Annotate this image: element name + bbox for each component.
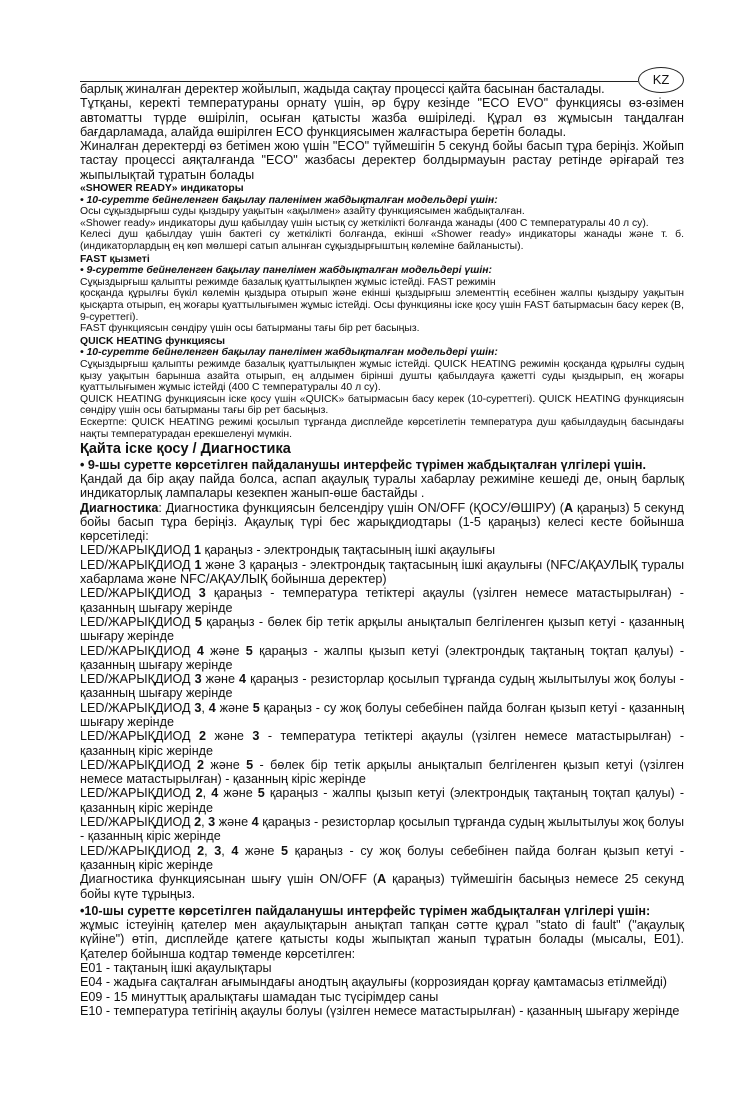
- error-code-item: E09 - 15 минуттық аралықтағы шамадан тыс түсірімдер саны: [80, 989, 439, 1004]
- shower-ready-heading: «SHOWER READY» индикаторы: [80, 183, 244, 195]
- led-code-item: [80, 586, 684, 615]
- led-separator: ,: [204, 843, 215, 858]
- error-code-item: E04 - жадыға сақталған ағымындағы анодтың ақаулығы (коррозиядан қорғау қамтамасыз етілмейді): [80, 975, 667, 990]
- button-ref: A: [377, 872, 387, 887]
- language-badge: KZ: [638, 67, 684, 93]
- led-number: 2: [196, 757, 204, 772]
- led-and: және: [223, 786, 253, 801]
- led-description: - бөлек бір тетік арқылы анықталып белгіленген қызып кетуі (үзілген немесе матастырылған) - қазанның кіріс жерінде: [80, 757, 685, 787]
- led-prefix: LED/ЖАРЫҚДИОД: [80, 586, 191, 601]
- led-number: 4: [251, 815, 259, 830]
- led-number: 4: [231, 843, 239, 858]
- led-number: 4: [211, 786, 219, 801]
- led-prefix: LED/ЖАРЫҚДИОД: [80, 843, 191, 858]
- led-code-item: [80, 644, 684, 673]
- led-prefix: LED/ЖАРЫҚДИОД: [80, 786, 191, 801]
- led-prefix: LED/ЖАРЫҚДИОД: [80, 557, 191, 572]
- led-code-item: [80, 844, 684, 873]
- diagnostics-activation: [80, 501, 684, 544]
- diagnostics-subtitle: • 9-шы суретте көрсетілген пайдаланушы интерфейс түрімен жабдықталған үлгілері үшін.: [80, 457, 646, 472]
- led-separator: ,: [202, 786, 212, 801]
- led-prefix: LED/ЖАРЫҚДИОД: [80, 815, 191, 830]
- fast-text: қосқанда құрылғы бүкіл көлемін қыздыра отырып және екінші қыздырғыш элементтің есебінен жалпы қыздыру уақытын қысқарта отырып, ең жоғары қуаттылығымен жұмыс істейді. Осы функцияны іске қосу үшін FAST батырмасын басу керек (В, 9-суреттегі).: [80, 288, 684, 323]
- led-prefix: LED/ЖАРЫҚДИОД: [80, 672, 191, 687]
- led-code-item: [80, 758, 684, 787]
- led-prefix: LED/ЖАРЫҚДИОД: [80, 543, 191, 558]
- quick-heating-heading: QUICK HEATING функциясы: [80, 335, 225, 347]
- shower-ready-text: «Shower ready» индикаторы душ қабылдау үшін ыстық су жеткілікті болғанда жанады (400 С температуралы 40 л су).: [80, 217, 649, 229]
- button-ref: A: [563, 500, 574, 515]
- led-prefix: LED/ЖАРЫҚДИОД: [80, 614, 191, 629]
- led-code-item: [80, 615, 684, 644]
- diagnostics-label: Диагностика: [80, 500, 159, 515]
- fast-text: Сұқыздырғыш қалыпты режимде базалық қуаттылықпен жұмыс істейді. FAST режимін: [80, 276, 496, 288]
- led-code-list: [80, 543, 684, 872]
- led-separator: ,: [221, 843, 232, 858]
- led-description: қараңыз - резисторлар қосылып тұрғанда судың жылытылуы жоқ болуы - қазанның кіріс жерінде: [80, 815, 685, 844]
- eco-paragraph: Тұтқаны, керекті температураны орнату үшін, әр бұру кезінде "ECO EVO" функциясы өз-өзімен автоматты түрде өшіріліп, осыған қатысты жазба өшіріледі. Құрал өз жұмысын таңдалған бағдарламада, алайда өшірілген ECO функциясымен жалғастыра беретін болады.: [80, 96, 684, 139]
- shower-ready-text: Осы сұқыздырғыш суды қыздыру уақытын «ақылмен» азайту функциясымен жабдықталған.: [80, 206, 525, 218]
- led-and: және: [219, 700, 249, 715]
- quick-heating-text: Ескертпе: QUICK HEATING режимі қосылып тұрғанда дисплейде көрсетілетін температура душ қабылдаудың басындағы нақты температурадан ерекшеленуі мүмкін.: [80, 416, 684, 440]
- diagnostics-text: : Диагностика функциясын белсендіру үшін ON/OFF (ҚОСУ/ӨШІРУ) (: [158, 500, 564, 515]
- led-number: 5: [245, 643, 253, 658]
- diagnostics-intro: Қандай да бір ақау пайда болса, аспап ақаулық туралы хабарлау режиміне кешеді де, оның барлық индикаторлық лампалары кезекпен жанып-өше бастайды .: [80, 471, 684, 501]
- error-code-item: E01 - тақтаның ішкі ақаулықтары: [80, 961, 272, 976]
- led-number: 4: [196, 643, 204, 658]
- led-number: 3: [194, 672, 202, 687]
- led-description: - температура тетіктері ақаулы (үзілген немесе матастырылған) - қазанның кіріс жерінде: [80, 729, 685, 758]
- led-number: 4: [208, 700, 216, 715]
- error-codes-intro: жұмыс істеуінің қателер мен ақаулықтарын анықтап тапқан сәтте құрал "stato di fault" ("ақаулық күйіне") өтіп, дисплейде қатеге қатысты коды жыпықтап жанып тұратын болады (мысалы, Е01). Қателер бойынша кодтар төменде көрсетілген:: [80, 918, 684, 961]
- eco-paragraph: барлық жиналған деректер жойылып, жадыда сақтау процессі қайта басынан басталады.: [80, 82, 605, 96]
- led-and: және: [245, 843, 275, 858]
- fast-subtitle: • 9-суретте бейнеленген бақылау панелімен жабдықталған модельдері үшін:: [80, 265, 493, 277]
- led-separator: ,: [201, 815, 209, 830]
- led-description: қараңыз - температура тетіктері ақаулы (үзілген немесе матастырылған) - қазанның шығару жерінде: [80, 586, 685, 615]
- led-number: 5: [257, 786, 265, 801]
- led-number: 4: [239, 672, 247, 687]
- led-separator: ,: [201, 700, 209, 715]
- led-number: 2: [197, 843, 205, 858]
- led-number: 5: [281, 843, 289, 858]
- page-content: [80, 82, 684, 1018]
- led-number: 3: [208, 815, 216, 830]
- led-prefix: LED/ЖАРЫҚДИОД: [80, 757, 191, 772]
- quick-heating-subtitle: • 10-суретте бейнеленген бақылау панелімен жабдықталған модельдері үшін:: [80, 347, 498, 359]
- led-description: қараңыз - резисторлар қосылып тұрғанда судың жылытылуы жоқ болуы - қазанның шығару жерінде: [80, 672, 684, 701]
- quick-heating-text: Сұқыздырғыш қалыпты режимде базалық қуаттылықпен жұмыс істейді. QUICK HEATING режимін қосқанда құрылғы судың қызу уақытын барынша азайта отырып, ең алдымен бірінші душты қабылдауға қажетті суды қыздырып, ең жоғары қуаттылығымен жұмыс істейді (400 С температуралы 40 л су).: [80, 358, 684, 394]
- diagnostics-exit: [80, 872, 684, 901]
- led-description: қараңыз - жалпы қызып кетуі (электрондық тақтаның тоқтап қалуы) - қазанның шығару жерінде: [80, 643, 685, 672]
- eco-paragraph: Жиналған деректерді өз бетімен жою үшін "ECO" түймешігін 5 секунд бойы басып тұра беріңіз. Жойып тастау процессі аяқталғанда "ECO" жазбасы деректер болдырмауын растау ретінде әріғарай тез жыпылықтай тұратын болады: [80, 139, 684, 182]
- diagnostics-exit-text: Диагностика функциясынан шығу үшін ON/OFF (: [80, 872, 378, 887]
- led-description: қараңыз - жалпы қызып кетуі (электрондық тақтаның тоқтап қалуы) - қазанның кіріс жерінде: [80, 786, 685, 815]
- led-code-item: [80, 701, 684, 730]
- led-number: 1: [194, 557, 202, 572]
- fast-heading: FAST қызметі: [80, 253, 150, 265]
- led-code-item: [80, 672, 684, 701]
- error-code-item: E10 - температура тетігінің ақаулы болуы (үзілген немесе матастырылған) - қазанның шығару жерінде: [80, 1003, 680, 1018]
- led-description: қараңыз - су жоқ болуы себебінен пайда болған қызып кетуі - қазанның кіріс жерінде: [80, 843, 685, 872]
- error-codes-subtitle: •10-шы суретте көрсетілген пайдаланушы интерфейс түрімен жабдықталған үлгілері үшін:: [80, 903, 651, 918]
- shower-ready-subtitle: • 10-суретте бейнеленген бақылау паленімен жабдықталған модельдері үшін:: [80, 194, 498, 206]
- led-and: және: [218, 815, 249, 830]
- led-number: 2: [199, 729, 207, 744]
- quick-heating-text: QUICK HEATING функциясын іске қосу үшін «QUICK» батырмасын басу керек (10-суреттегі). QUICK HEATING функциясын сөндіру үшін осы батырманы тағы бір рет басыңыз.: [80, 393, 684, 417]
- led-number: 3: [194, 700, 202, 715]
- led-description: қараңыз - электрондық тақтасының ішкі ақаулығы: [201, 543, 496, 558]
- led-and: және: [210, 643, 240, 658]
- led-number: 1: [194, 543, 202, 558]
- shower-ready-text: Келесі душ қабылдау үшін бактегі су жеткілікті болғанда, екінші «Shower ready» индикаторы жанады және т. б. (индикаторлардың ең көп мөлшері сатып алынған сұқыздырғыштың көлеміне байланысты).: [80, 229, 684, 253]
- led-and: және: [210, 757, 240, 772]
- led-prefix: LED/ЖАРЫҚДИОД: [80, 700, 191, 715]
- led-number: 5: [194, 614, 202, 629]
- led-number: 2: [194, 815, 202, 830]
- diagnostics-exit-text: қараңыз) түймешігін басыңыз немесе 25 секунд бойы күте тұрыңыз.: [80, 872, 685, 901]
- fast-text: FAST функциясын сөндіру үшін осы батырманы тағы бір рет басыңыз.: [80, 323, 420, 335]
- diagnostics-text: қараңыз) 5 секунд бойы басып тұра беріңіз. Ақаулық түрі бес жарықдиодтары (1-5 қараңыз) келесі кесте бойынша көрсетіледі:: [80, 500, 684, 544]
- led-number: 2: [195, 786, 203, 801]
- led-number: 3: [252, 729, 260, 744]
- led-number: 5: [246, 757, 254, 772]
- led-prefix: LED/ЖАРЫҚДИОД: [80, 729, 191, 744]
- led-and: және: [205, 672, 236, 687]
- led-description: қараңыз - бөлек бір тетік арқылы анықталып белгіленген қызып кетуі - қазанның шығару жерінде: [80, 614, 685, 644]
- led-number: 3: [198, 586, 206, 601]
- led-code-item: [80, 558, 684, 587]
- led-description: және 3 қараңыз - электрондық тақтасының ішкі ақаулығы (NFC/АҚАУЛЫҚ туралы хабарлама және NFC/АҚАУЛЫҚ бойынша деректер): [80, 557, 684, 587]
- led-description: қараңыз - су жоқ болуы себебінен пайда болған қызып кетуі - қазанның шығару жерінде: [80, 700, 685, 729]
- diagnostics-heading: Қайта іске қосу / Диагностика: [80, 441, 291, 458]
- led-code-item: [80, 729, 684, 758]
- led-code-item: [80, 543, 684, 557]
- led-number: 5: [252, 700, 260, 715]
- led-prefix: LED/ЖАРЫҚДИОД: [80, 643, 191, 658]
- led-code-item: [80, 786, 684, 815]
- led-number: 3: [214, 843, 222, 858]
- led-code-item: [80, 815, 684, 844]
- led-and: және: [214, 729, 244, 744]
